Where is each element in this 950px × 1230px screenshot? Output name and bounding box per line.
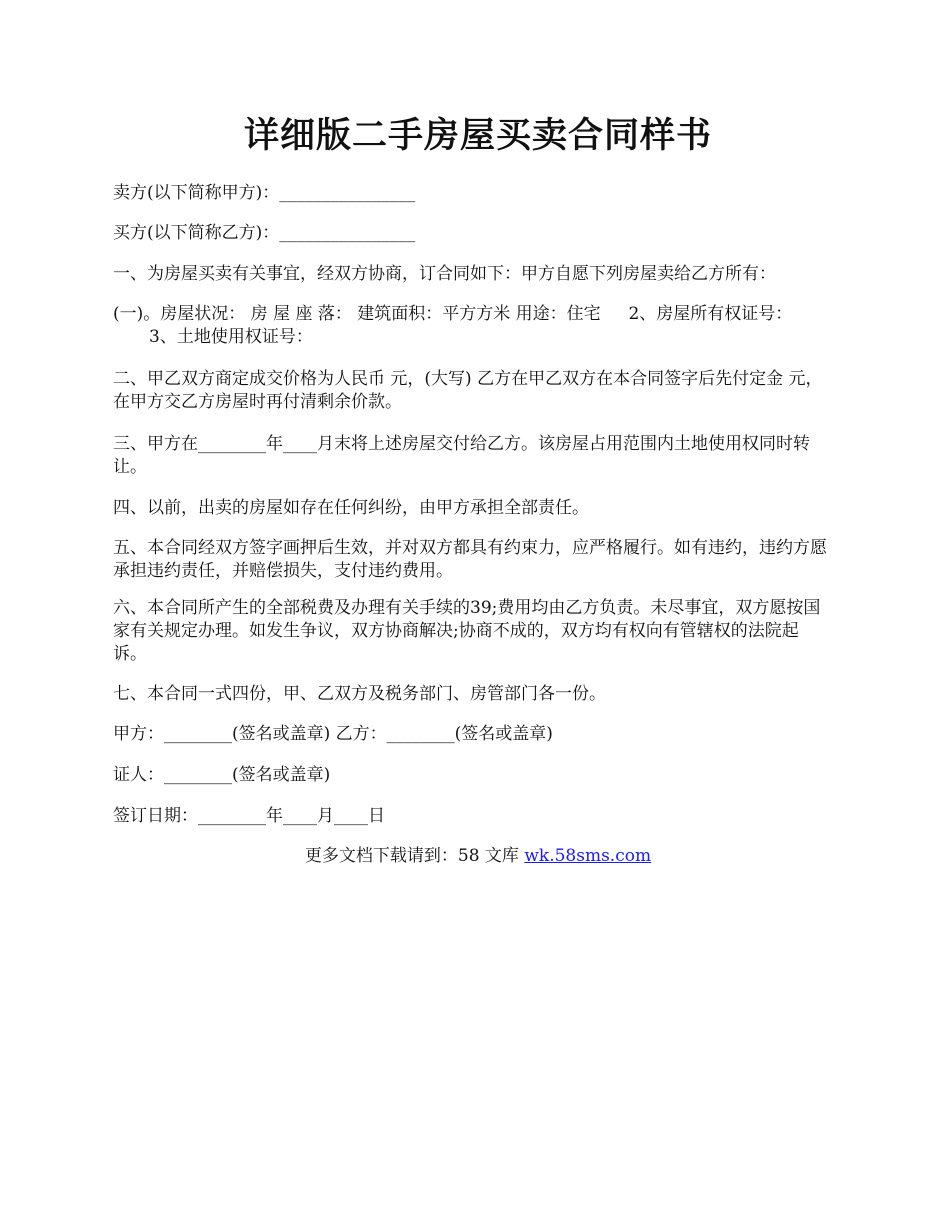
signature-witness: 证人：________(签名或盖章): [113, 765, 331, 785]
clause-disputes-before: 四、以前，出卖的房屋如存在任何纠纷，由甲方承担全部责任。: [113, 498, 589, 518]
clause-house-status: [113, 303, 843, 349]
clause-price: 二、甲乙双方商定成交价格为人民币 元，(大写) 乙方在甲乙双方在本合同签字后先付定金 元，在甲方交乙方房屋时再付清剩余价款。: [113, 369, 823, 412]
seller-line: 卖方(以下简称甲方)：________________: [113, 183, 416, 203]
house-status-line-1: (一)。房屋状况： 房 屋 座 落： 建筑面积：平方方米 用途：住宅 2、房屋所有权证号：: [113, 304, 793, 324]
download-footer: [113, 845, 843, 868]
footer-link[interactable]: wk.58sms.com: [524, 846, 652, 866]
clause-delivery: 三、甲方在________年____月末将上述房屋交付给乙方。该房屋占用范围内土地使用权同时转让。: [113, 434, 810, 477]
buyer-line: 买方(以下简称乙方)：________________: [113, 223, 416, 243]
clause-copies: 七、本合同一式四份，甲、乙双方及税务部门、房管部门各一份。: [113, 684, 606, 704]
document-title: 详细版二手房屋买卖合同样书: [243, 115, 712, 156]
clause-taxes: 六、本合同所产生的全部税费及办理有关手续的39;费用均由乙方负责。未尽事宜，双方愿按国家有关规定办理。如发生争议，双方协商解决;协商不成的，双方均有权向有管辖权的法院起诉。: [113, 598, 821, 664]
house-status-line-2: 3、土地使用权证号：: [149, 327, 313, 347]
clause-intro: 一、为房屋买卖有关事宜，经双方协商，订合同如下：甲方自愿下列房屋卖给乙方所有：: [113, 264, 776, 284]
footer-text: 更多文档下载请到：58 文库: [304, 846, 525, 866]
signature-parties: 甲方：________(签名或盖章) 乙方：________(签名或盖章): [113, 724, 553, 744]
signature-date: 签订日期：________年____月____日: [113, 806, 385, 826]
clause-effective: 五、本合同经双方签字画押后生效，并对双方都具有约束力，应严格履行。如有违约，违约方愿承担违约责任，并赔偿损失，支付违约费用。: [113, 538, 827, 581]
